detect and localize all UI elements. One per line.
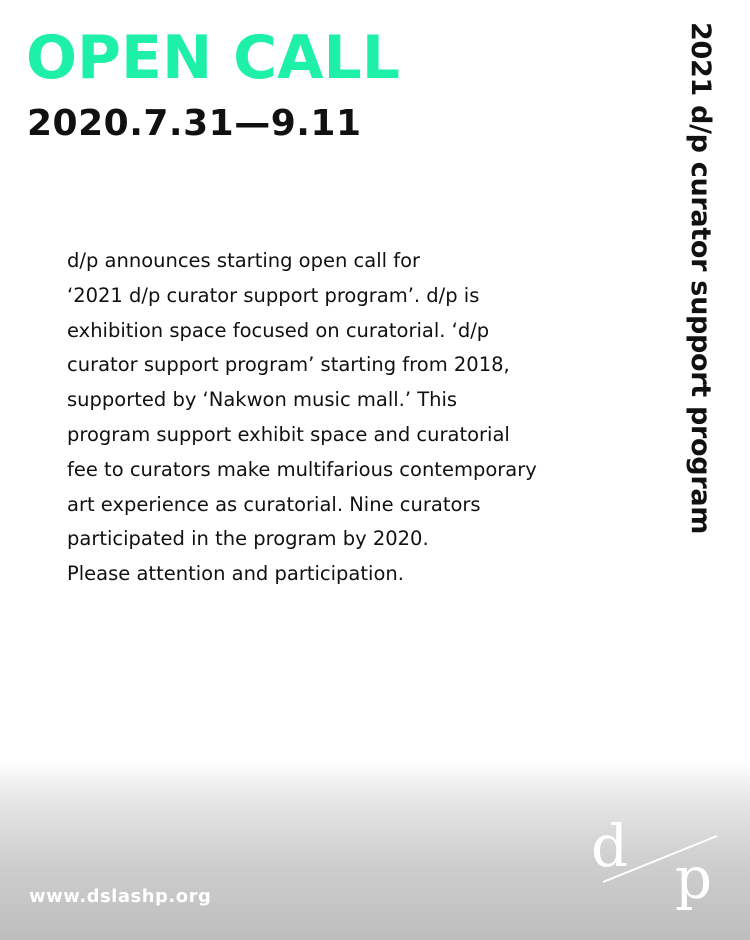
announcement-line: ‘2021 d/p curator support program’. d/p is [67, 283, 480, 307]
headline: OPEN CALL [26, 23, 401, 93]
dp-logo [585, 810, 725, 920]
logo-letter-d: d [591, 812, 629, 880]
announcement-line: Please attention and participation. [67, 562, 404, 586]
announcement-line: art experience as curatorial. Nine curators [67, 492, 481, 516]
logo-letter-p: p [675, 844, 713, 912]
announcement-line: participated in the program by 2020. [67, 527, 429, 551]
announcement-line: curator support program’ starting from 2018, [67, 353, 510, 377]
announcement-line: program support exhibit space and curatorial [67, 422, 510, 446]
announcement-line: supported by ‘Nakwon music mall.’ This [67, 388, 458, 412]
vertical-program-title-text: 2021 d/p curator support program [685, 22, 716, 535]
website-link[interactable]: www.dslashp.org [29, 886, 212, 907]
announcement-line: d/p announces starting open call for [67, 249, 421, 272]
open-call-dates: 2020.7.31—9.11 [27, 103, 362, 144]
announcement-line: fee to curators make multifarious contemporary [67, 457, 537, 481]
announcement-text [67, 244, 627, 592]
vertical-program-title [662, 22, 738, 535]
announcement-line: exhibition space focused on curatorial. ‘d/p [67, 318, 490, 342]
